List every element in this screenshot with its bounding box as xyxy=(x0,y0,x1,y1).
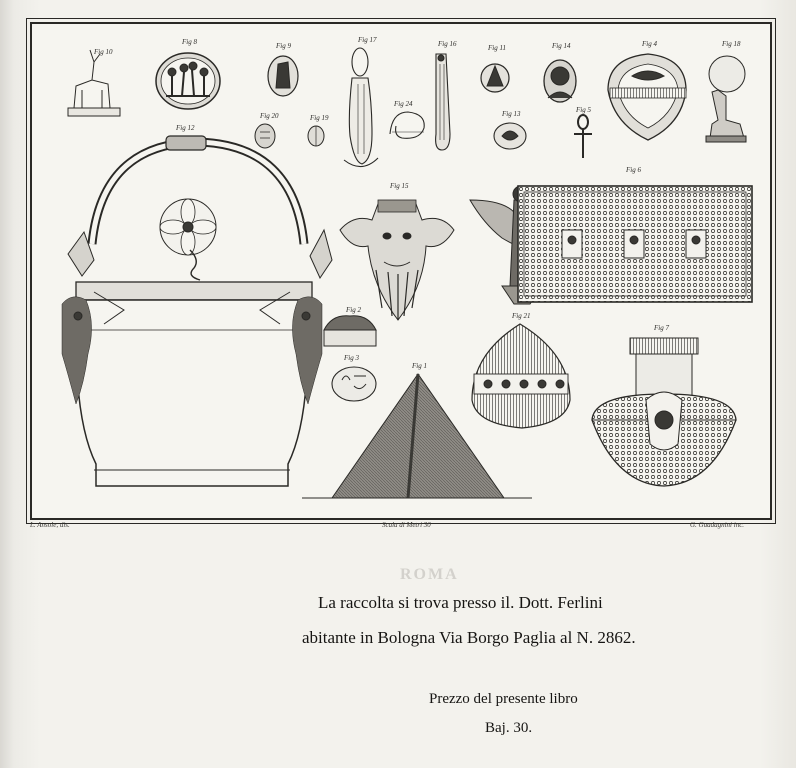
fig-20-small-scarab-icon xyxy=(255,124,275,148)
collection-note-line-2: abitante in Bologna Via Borgo Paglia al N. 2862. xyxy=(302,628,636,647)
fig-2-lidded-box-icon xyxy=(324,316,376,346)
plate-illustrations xyxy=(32,24,770,518)
fig-4-bracelet-icon xyxy=(608,54,686,140)
fig-label: Fig 18 xyxy=(722,40,741,48)
fig-label: Fig 20 xyxy=(260,112,279,120)
fig-5-ankh-icon xyxy=(574,115,592,158)
fig-label: Fig 14 xyxy=(552,42,571,50)
collection-note-line-1: La raccolta si trova presso il. Dott. Ferlini xyxy=(318,593,603,612)
fig-label: Fig 7 xyxy=(654,324,669,332)
fig-label: Fig 16 xyxy=(438,40,457,48)
fig-24-coiled-figure-icon xyxy=(390,112,424,138)
fig-12-situla-vessel-icon xyxy=(62,136,332,486)
price-note-line-1: Prezzo del presente libro xyxy=(429,691,578,707)
fig-label: Fig 5 xyxy=(576,106,591,114)
fig-8-gem-scene-icon xyxy=(156,53,220,109)
fig-label: Fig 12 xyxy=(176,124,195,132)
fig-21-domed-ornament-icon xyxy=(472,324,570,428)
engraving-credit-draftsman: L. Ansole, dis. xyxy=(30,521,70,529)
fig-11-ornament-icon xyxy=(481,64,509,92)
bleed-through-city: ROMA xyxy=(400,566,459,583)
fig-label: Fig 19 xyxy=(310,114,329,122)
engraved-plate xyxy=(30,22,772,520)
fig-7-pectoral-icon xyxy=(592,338,736,486)
fig-label: Fig 11 xyxy=(488,44,506,52)
fig-label: Fig 8 xyxy=(182,38,197,46)
engraving-credit-engraver: G. Guadagnini inc. xyxy=(690,521,745,529)
fig-label: Fig 15 xyxy=(390,182,409,190)
fig-label: Fig 1 xyxy=(412,362,427,370)
fig-label: Fig 17 xyxy=(358,36,377,44)
fig-15-bearded-mask-icon xyxy=(340,200,454,320)
fig-13-round-gem-icon xyxy=(494,123,526,149)
fig-label: Fig 10 xyxy=(94,48,113,56)
fig-17-amulet-pendant-icon xyxy=(344,48,378,167)
fig-18-kneeling-figure-icon xyxy=(706,56,746,142)
fig-6-mosaic-panel-icon xyxy=(518,186,752,302)
fig-label: Fig 13 xyxy=(502,110,521,118)
fig-3-oval-seal-icon xyxy=(332,367,376,401)
price-note-line-2: Baj. 30. xyxy=(485,720,533,736)
fig-9-scarab-gem-icon xyxy=(268,56,298,96)
scale-label: Scala di Metri 30 xyxy=(382,521,431,529)
fig-19-beetle-icon xyxy=(308,126,324,146)
fig-16-staff-amulet-icon xyxy=(436,54,450,150)
fig-label: Fig 4 xyxy=(642,40,657,48)
fig-14-portrait-gem-icon xyxy=(544,60,576,102)
fig-label: Fig 21 xyxy=(512,312,531,320)
fig-label: Fig 24 xyxy=(394,100,413,108)
fig-10-statuette-icon xyxy=(68,50,120,116)
fig-label: Fig 6 xyxy=(626,166,641,174)
fig-label: Fig 9 xyxy=(276,42,291,50)
fig-label: Fig 3 xyxy=(344,354,359,362)
fig-label: Fig 2 xyxy=(346,306,361,314)
